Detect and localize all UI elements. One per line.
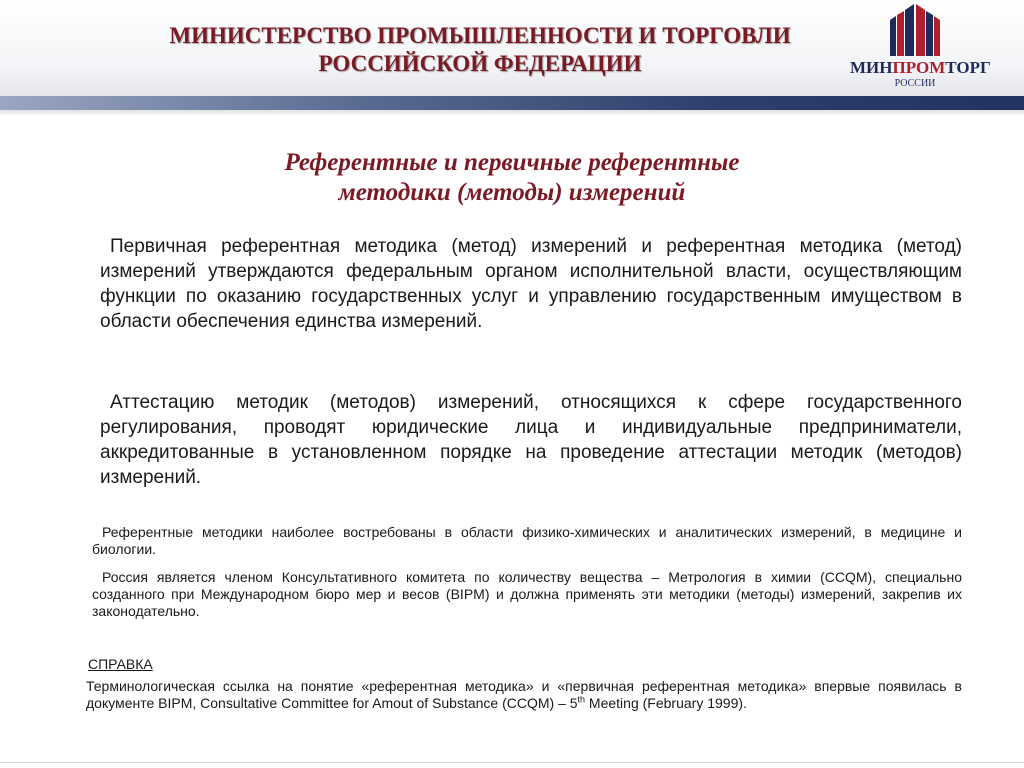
minpromtorg-logo xyxy=(850,2,991,94)
logo-emblem-icon xyxy=(890,2,940,56)
reference-text-end: Meeting (February 1999). xyxy=(585,695,747,711)
logo-text-torg: ТОРГ xyxy=(945,58,991,77)
logo-subtext: РОССИИ xyxy=(894,78,936,89)
reference-text xyxy=(86,678,962,712)
bottom-rule xyxy=(0,762,1024,763)
header-band xyxy=(0,0,1024,96)
paragraph-demand: Референтные методики наиболее востребованы в области физико-химических и аналитических измерений, в медицине и биологии. xyxy=(92,524,962,557)
ministry-title-line-2: РОССИЙСКОЙ ФЕДЕРАЦИИ xyxy=(318,51,642,76)
ministry-title xyxy=(100,22,860,78)
reference-text-main: Терминологическая ссылка на понятие «референтная методика» и «первичная референтная методика» впервые появилась в документе BIPM, Consultative Committee for Amout of Substance (CCQM) – 5 xyxy=(86,678,962,711)
ministry-title-line-1: МИНИСТЕРСТВО ПРОМЫШЛЕННОСТИ И ТОРГОВЛИ xyxy=(169,23,791,48)
logo-text-prom: ПРОМ xyxy=(892,58,946,77)
reference-superscript: th xyxy=(577,694,586,705)
reference-heading: СПРАВКА xyxy=(88,656,153,672)
logo-text-min: МИН xyxy=(850,58,893,77)
header-divider-bar xyxy=(0,96,1024,110)
paragraph-primary-method: Первичная референтная методика (метод) измерений и референтная методика (метод) измерений утверждаются федеральным органом исполнительной власти, осуществляющим функции по оказанию государственных услуг и управлению государственным имуществом в области обеспечения единства измерений. xyxy=(100,236,962,332)
paragraph-attestation: Аттестацию методик (методов) измерений, относящихся к сфере государственного регулирования, проводят юридические лица и индивидуальные предприниматели, аккредитованные в установленном порядке на проведение аттестации методик (методов) измерений. xyxy=(100,392,962,488)
header-divider-shadow xyxy=(0,110,1024,116)
logo-wordmark xyxy=(850,58,991,78)
slide-title-line-1: Референтные и первичные референтные xyxy=(284,149,740,176)
slide-title xyxy=(120,148,904,208)
slide-title-line-2: методики (методы) измерений xyxy=(338,179,686,206)
paragraph-ccqm-membership: Россия является членом Консультативного комитета по количеству вещества – Метрология в химии (CCQM), специально созданного при Международном бюро мер и весов (BIPM) и должна применять эти методики (методы) измерений, закрепив их законодательно. xyxy=(92,569,962,619)
